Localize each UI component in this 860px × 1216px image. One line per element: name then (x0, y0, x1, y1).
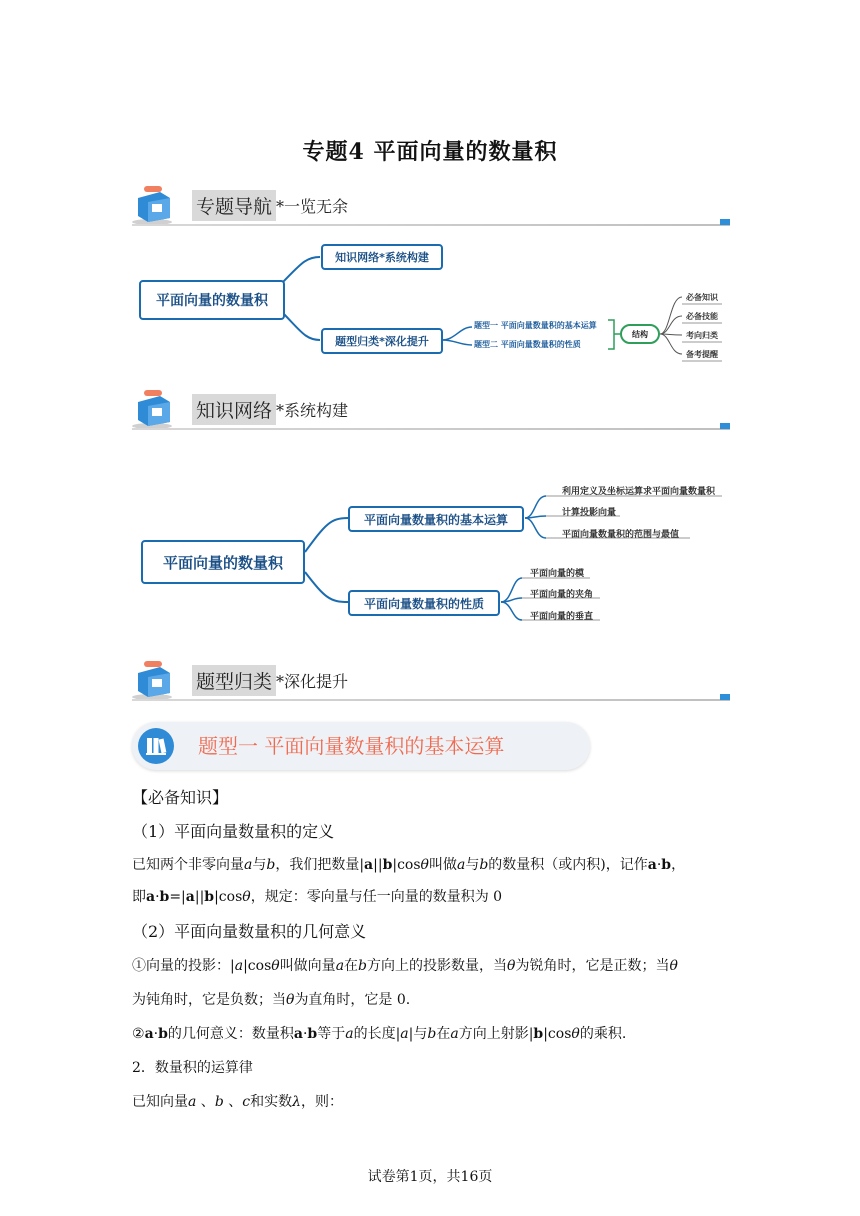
divider (132, 428, 730, 430)
accent-square (720, 423, 730, 429)
geometry-line-1: ①向量的投影：|a|cosθ叫做向量a在b方向上的投影数量，当θ为锐角时，它是正数；当θ (132, 958, 678, 974)
section-heading: 【必备知识】 (132, 788, 229, 807)
section-label: 专题导航 (192, 190, 276, 221)
knowledge-leaf: 平面向量的夹角 (530, 590, 594, 600)
nav-structure-node: 结构 (620, 324, 660, 344)
knowledge-leaf: 计算投影向量 (562, 508, 617, 518)
nav-branch-types: 题型归类*深化提升 (321, 328, 443, 354)
nav-leaf: 考向归类 (686, 331, 718, 340)
book-mascot-icon (130, 182, 178, 226)
accent-square (720, 694, 730, 700)
laws-line-1: 已知向量a 、b 、c和实数λ，则： (132, 1094, 343, 1110)
knowledge-leaf: 平面向量的垂直 (530, 612, 594, 622)
nav-branch-knowledge: 知识网络*系统构建 (321, 244, 443, 270)
definition-line-1: 已知两个非零向量a与b，我们把数量|a||b|cosθ叫做a与b的数量积（或内积)，记作a·b， (132, 857, 686, 873)
accent-square (720, 219, 730, 225)
section-header-knowledge (130, 384, 730, 434)
book-mascot-icon (130, 657, 178, 701)
divider (132, 699, 730, 701)
books-icon (138, 728, 174, 764)
section-label: 题型归类 (192, 665, 276, 696)
subheading-geometry: （2）平面向量数量积的几何意义 (132, 922, 367, 941)
knowledge-branch-operation: 平面向量数量积的基本运算 (348, 506, 524, 532)
page-title: 专题4 平面向量的数量积 (302, 139, 558, 165)
nav-root-node: 平面向量的数量积 (139, 280, 285, 320)
section-sublabel: *一览无余 (276, 197, 349, 216)
geometry-line-3: ②a·b的几何意义：数量积a·b等于a的长度|a|与b在a方向上射影|b|cosθ的乘积. (132, 1026, 627, 1042)
divider (132, 224, 730, 226)
knowledge-leaf: 平面向量的模 (530, 569, 585, 579)
type-banner (132, 722, 590, 770)
knowledge-branch-property: 平面向量数量积的性质 (348, 590, 500, 616)
knowledge-root-node: 平面向量的数量积 (141, 540, 305, 584)
subheading-laws: 2．数量积的运算律 (132, 1060, 253, 1076)
section-sublabel: *深化提升 (276, 672, 349, 691)
knowledge-leaf: 利用定义及坐标运算求平面向量数量积 (562, 487, 716, 497)
geometry-line-2: 为钝角时，它是负数；当θ为直角时，它是 0. (132, 992, 411, 1008)
book-mascot-icon (130, 386, 178, 430)
subheading-definition: （1）平面向量数量积的定义 (132, 822, 335, 841)
nav-leaf: 备考提醒 (686, 350, 718, 359)
knowledge-leaf: 平面向量数量积的范围与最值 (562, 530, 680, 540)
type-banner-title: 题型一 平面向量数量积的基本运算 (198, 734, 505, 758)
nav-leaf: 必备知识 (686, 293, 718, 302)
nav-type-1: 题型一 平面向量数量积的基本运算 (474, 321, 597, 330)
section-header-types (130, 655, 730, 705)
section-sublabel: *系统构建 (276, 401, 349, 420)
page-footer: 试卷第1页，共16页 (367, 1169, 493, 1185)
nav-type-2: 题型二 平面向量数量积的性质 (474, 340, 581, 349)
section-label: 知识网络 (192, 394, 276, 425)
definition-line-2: 即a·b=|a||b|cosθ，规定：零向量与任一向量的数量积为 0 (132, 889, 503, 905)
section-header-nav (130, 180, 730, 230)
nav-leaf: 必备技能 (686, 312, 718, 321)
